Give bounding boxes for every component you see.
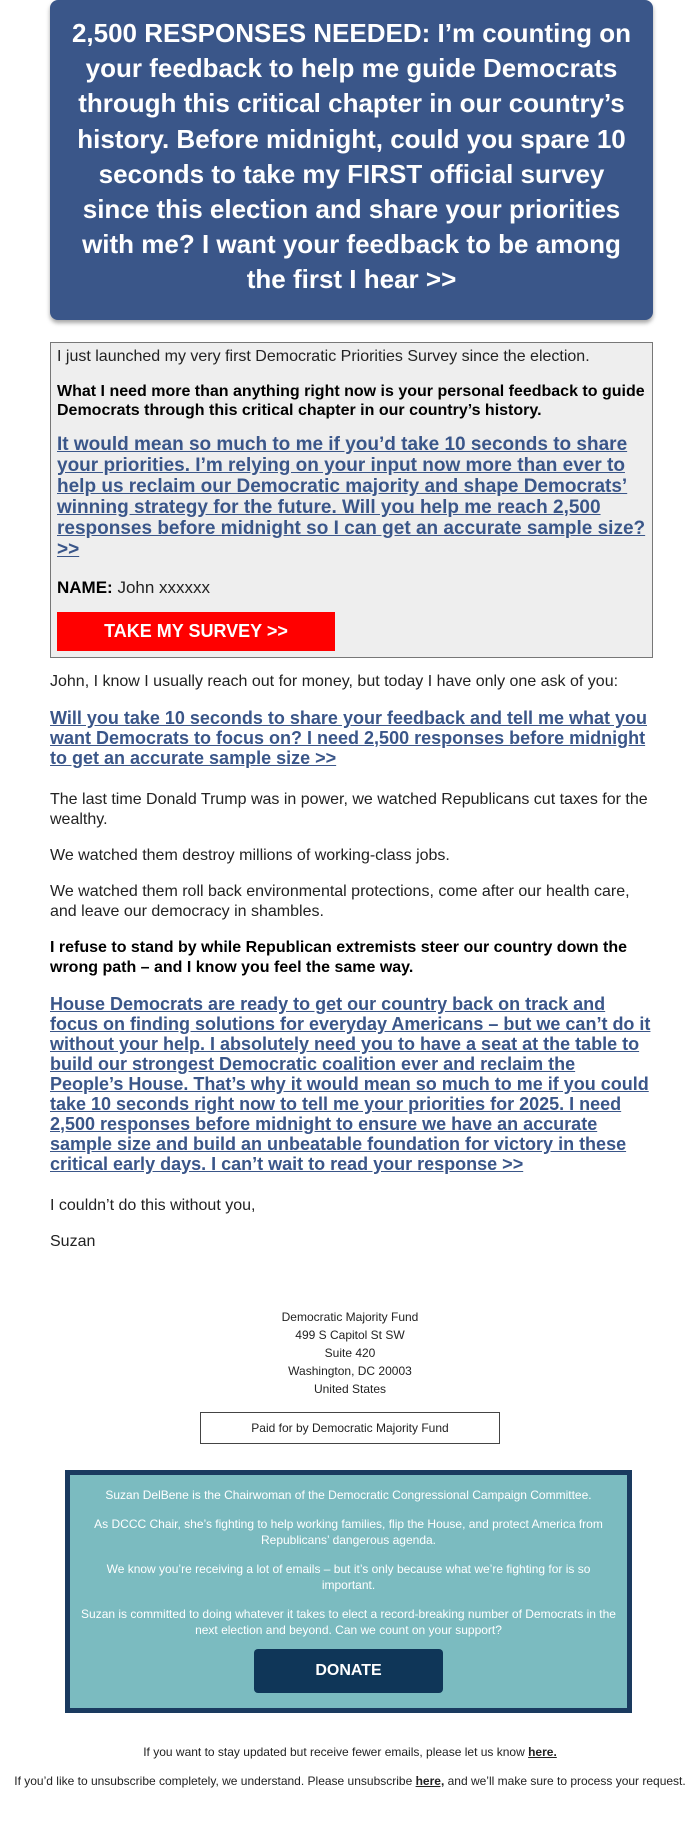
fewer-emails-link[interactable]: here.: [528, 1745, 557, 1759]
paid-for-disclaimer: Paid for by Democratic Majority Fund: [200, 1412, 500, 1444]
closing-line: I couldn’t do this without you,: [50, 1196, 256, 1214]
address-country: United States: [313, 1382, 387, 1396]
about-line-2: As DCCC Chair, she’s fighting to help working families, flip the House, and protect America from Republicans’ dangerous agenda.: [94, 1517, 603, 1547]
signature: Suzan: [50, 1232, 96, 1250]
about-line-1: Suzan DelBene is the Chairwoman of the Democratic Congressional Campaign Committee.: [105, 1488, 592, 1502]
paragraph-trump: The last time Donald Trump was in power, we watched Republicans cut taxes for the wealthy.: [50, 790, 648, 828]
fewer-emails-text: If you want to stay updated but receive fewer emails, please let us know: [143, 1745, 529, 1759]
paragraph-refuse: I refuse to stand by while Republican extremists steer our country down the wrong path – and I know you feel the same way.: [50, 938, 628, 976]
address-suite: Suite 420: [324, 1346, 376, 1360]
priorities-link[interactable]: House Democrats are ready to get our country back on track and focus on finding solutions for everyday Americans – but we can’t do it without your help. I absolutely need you to have a seat at the table to build our strongest Democratic coalition ever and reclaim the People’s House. That’s why it would mean so much to me if you could take 10 seconds right now to tell me your priorities for 2025. I need 2,500 responses before midnight to ensure we have an accurate sample size and build an unbeatable foundation for victory in these critical early days. I can’t wait to read your response >>: [50, 993, 651, 1174]
unsubscribe-text-after: and we’ll make sure to process your request.: [444, 1774, 686, 1788]
paragraph-protections: We watched them roll back environmental protections, come after our health care, and leave our democracy in shambles.: [50, 882, 630, 920]
letter-body: [50, 672, 653, 1252]
survey-request: What I need more than anything right now is your personal feedback to guide Democrats through this critical chapter in our country’s history.: [57, 382, 645, 419]
legal-footer: [0, 1744, 700, 1802]
email-body: [50, 0, 653, 1268]
mailing-address: [0, 1308, 700, 1398]
take-survey-button[interactable]: TAKE MY SURVEY >>: [57, 612, 335, 651]
name-row: [57, 578, 646, 597]
fewer-emails-line: [0, 1744, 700, 1761]
paragraph-greeting: John, I know I usually reach out for money, but today I have only one ask of you:: [50, 672, 619, 690]
donate-button[interactable]: DONATE: [254, 1649, 443, 1693]
about-box-inner: [70, 1475, 627, 1708]
headline-banner-link[interactable]: 2,500 RESPONSES NEEDED: I’m counting on your feedback to help me guide Democrats through this critical chapter in our country’s history. Before midnight, could you spare 10 seconds to take my FIRST official survey since this election and share your priorities with me? I want your feedback to be among the first I hear >>: [71, 18, 632, 295]
address-org: Democratic Majority Fund: [281, 1310, 419, 1324]
survey-box: [50, 342, 653, 658]
paragraph-jobs: We watched them destroy millions of working-class jobs.: [50, 846, 450, 864]
name-value: John xxxxxx: [117, 577, 211, 597]
survey-intro: I just launched my very first Democratic Priorities Survey since the election.: [57, 347, 590, 365]
about-line-4: Suzan is committed to doing whatever it takes to elect a record-breaking number of Democrats in the next election and beyond. Can we count on your support?: [81, 1607, 616, 1637]
about-line-3: We know you’re receiving a lot of emails – but it’s only because what we’re fighting for is so important.: [106, 1562, 591, 1592]
unsubscribe-line: [0, 1773, 700, 1790]
headline-banner: [50, 0, 653, 320]
address-city: Washington, DC 20003: [288, 1364, 412, 1378]
name-label: NAME:: [57, 577, 113, 597]
unsubscribe-link[interactable]: here,: [415, 1774, 445, 1788]
unsubscribe-text-before: If you’d like to unsubscribe completely, we understand. Please unsubscribe: [14, 1774, 416, 1788]
about-box: [65, 1470, 632, 1713]
address-street: 499 S Capitol St SW: [295, 1328, 405, 1342]
survey-link[interactable]: It would mean so much to me if you’d take 10 seconds to share your priorities. I’m relying on your input now more than ever to help us reclaim our Democratic majority and shape Democrats’ winning strategy for the future. Will you help me reach 2,500 responses before midnight so I can get an accurate sample size? >>: [57, 433, 646, 560]
feedback-link[interactable]: Will you take 10 seconds to share your feedback and tell me what you want Democrats to focus on? I need 2,500 responses before midnight to get an accurate sample size >>: [50, 707, 648, 768]
